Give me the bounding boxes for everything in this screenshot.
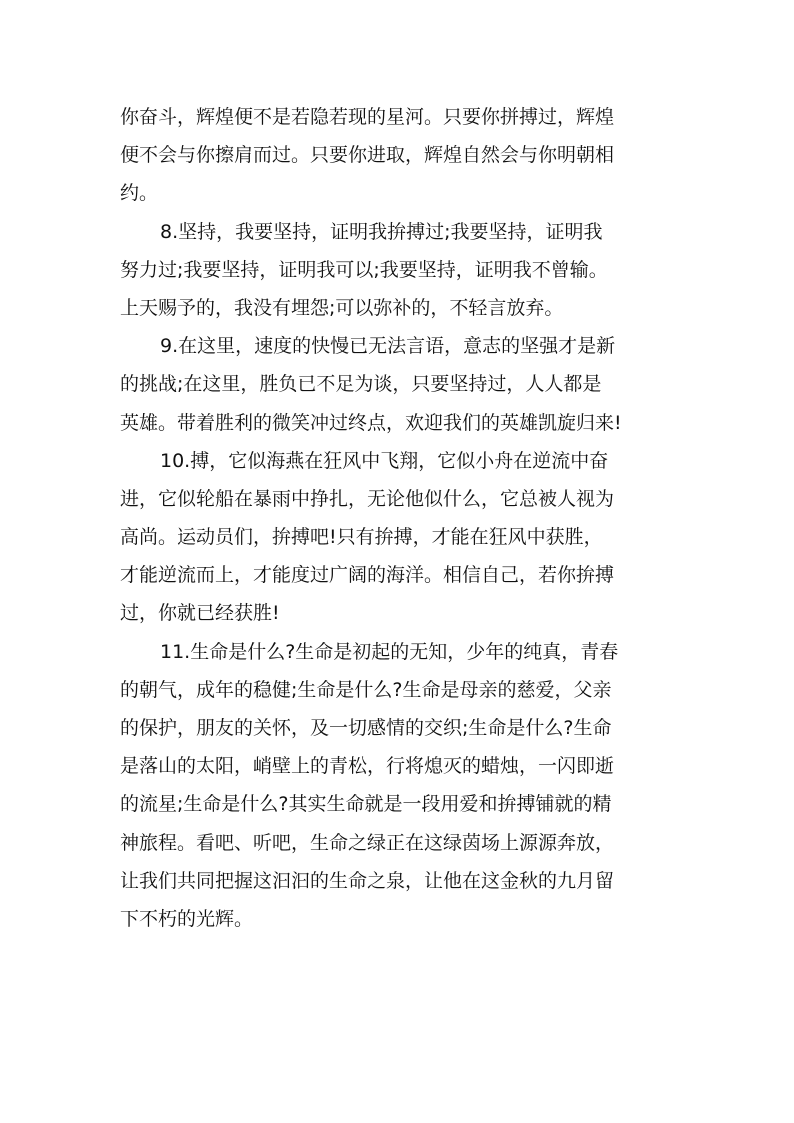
- paragraph-8-start: 8.坚持，我要坚持，证明我拚搏过;我要坚持，证明我: [160, 220, 603, 243]
- text-line: 上天赐予的，我没有埋怨;可以弥补的，不轻言放弃。: [120, 296, 564, 319]
- text-line: 你奋斗，辉煌便不是若隐若现的星河。只要你拼搏过，辉煌: [120, 106, 615, 128]
- text-line: 约。: [120, 182, 159, 205]
- text-line: 高尚。运动员们，拚搏吧!只有拚搏，才能在狂风中获胜，: [120, 526, 603, 549]
- text-line: 让我们共同把握这汩汩的生命之泉，让他在这金秋的九月留: [120, 869, 615, 892]
- text-line: 是落山的太阳，峭壁上的青松，行将熄灭的蜡烛，一闪即逝: [120, 755, 615, 778]
- document-body: [120, 98, 680, 938]
- text-line: 的朝气，成年的稳健;生命是什么?生命是母亲的慈爱，父亲: [120, 678, 612, 701]
- text-line: 的保护，朋友的关怀，及一切感情的交织;生命是什么?生命: [120, 717, 612, 739]
- text-line: 努力过;我要坚持，证明我可以;我要坚持，证明我不曾输。: [120, 258, 608, 281]
- paragraph-9-start: 9.在这里，速度的快慢已无法言语，意志的坚强才是新: [160, 335, 616, 358]
- paragraph-11-start: 11.生命是什么?生命是初起的无知，少年的纯真，青春: [160, 640, 619, 663]
- text-line: 的挑战;在这里，胜负已不足为谈，只要坚持过，人人都是: [120, 373, 602, 396]
- text-line: 的流星;生命是什么?其实生命就是一段用爱和拚搏铺就的精: [120, 793, 612, 816]
- text-line: 进，它似轮船在暴雨中挣扎，无论他似什么，它总被人视为: [120, 487, 615, 510]
- text-line: 下不朽的光辉。: [120, 907, 254, 930]
- text-line: 便不会与你擦肩而过。只要你进取，辉煌自然会与你明朝相: [120, 144, 615, 167]
- text-line: 英雄。带着胜利的微笑冲过终点，欢迎我们的英雄凯旋归来!: [120, 411, 622, 434]
- paragraph-10-start: 10.搏，它似海燕在狂风中飞翔，它似小舟在逆流中奋: [160, 449, 609, 472]
- text-line: 过，你就已经获胜!: [120, 602, 280, 625]
- text-line: 神旅程。看吧、听吧，生命之绿正在这绿茵场上源源奔放，: [120, 831, 615, 854]
- text-line: 才能逆流而上，才能度过广阔的海洋。相信自己，若你拚搏: [120, 564, 615, 587]
